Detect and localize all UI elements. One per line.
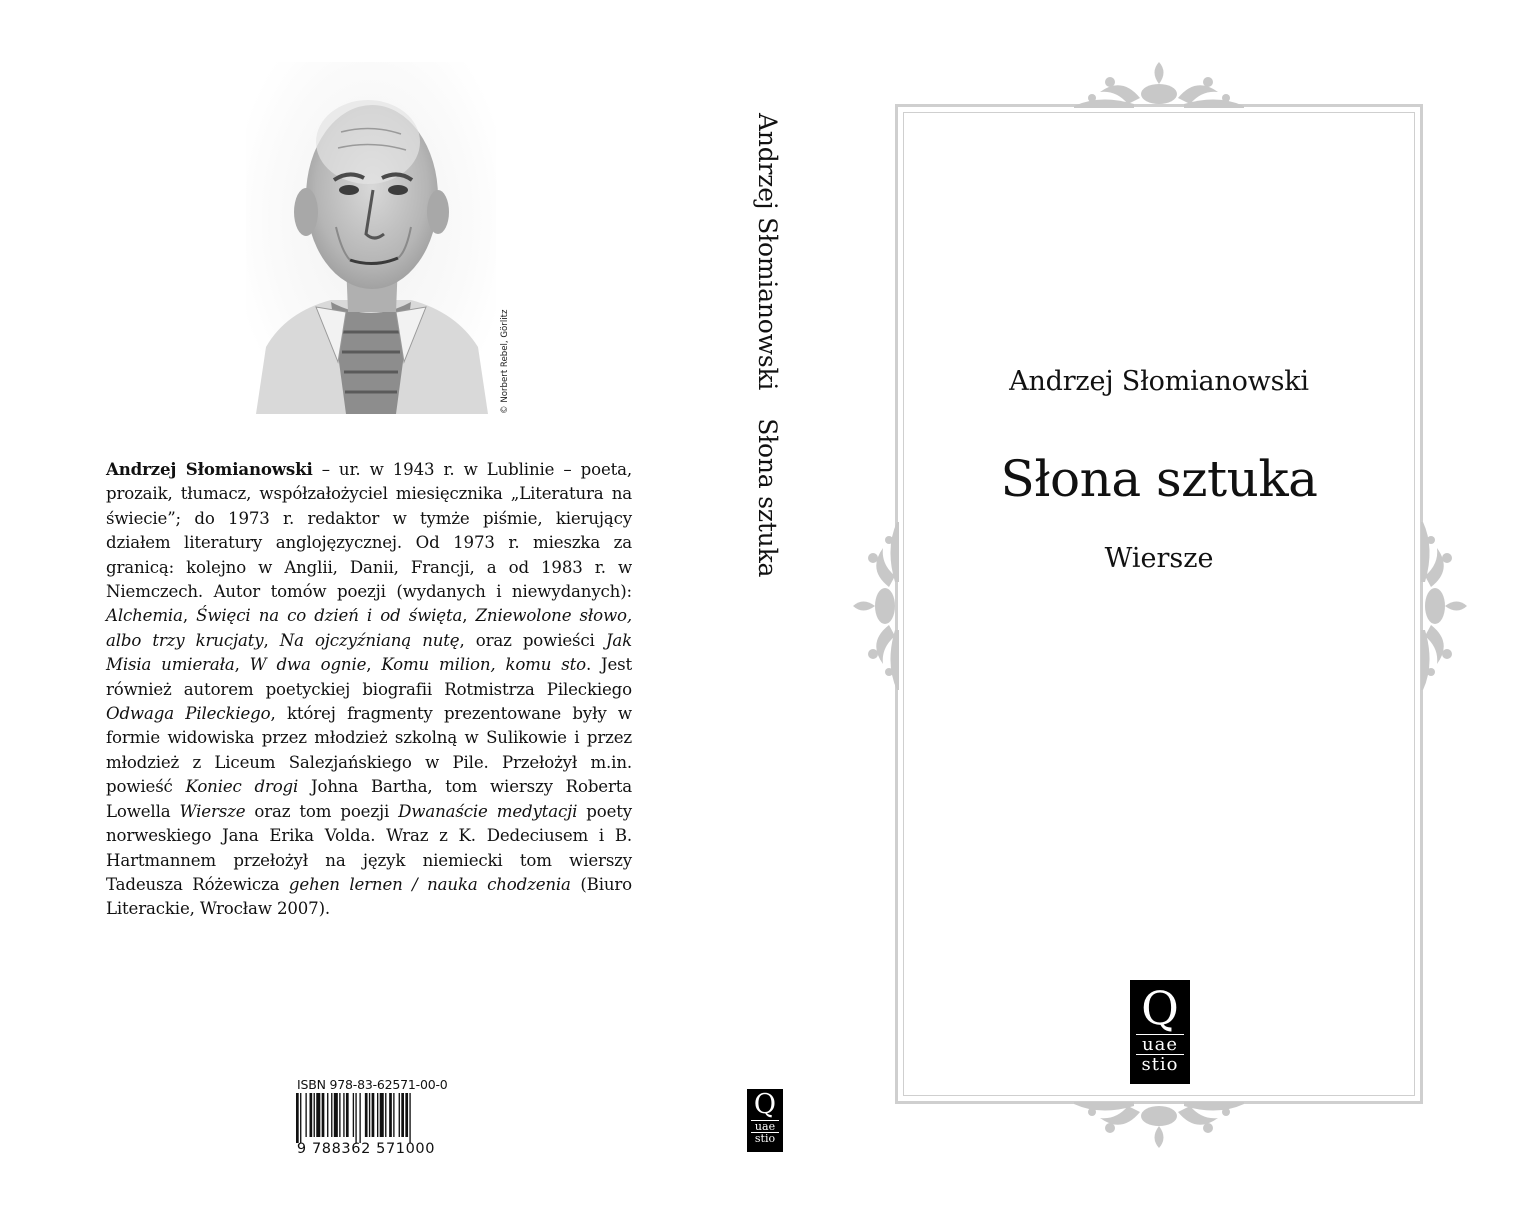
bio-book-title: Alchemia — [106, 606, 183, 626]
bio-text: , której fragmenty prezentowane były w formie widowiska przez młodzież szkolną w Sulikowie i przez młodzież z Liceum Salezjańskiego w Pile. Przełożył m.in. powieść — [106, 704, 632, 797]
front-title: Słona sztuka — [1000, 450, 1318, 508]
front-logo-line2: stio — [1136, 1054, 1184, 1074]
bio-text: , — [462, 606, 476, 626]
front-logo-letter: Q — [1141, 981, 1179, 1035]
barcode-bar — [334, 1093, 338, 1137]
bio-book-title: Jak Misia umierała — [106, 630, 632, 675]
bio-text: , oraz powieści — [459, 630, 606, 650]
bio-text: . Jest również autorem poetyckiej biografii Rotmistrza Pileckiego — [106, 655, 633, 699]
author-biography — [106, 457, 632, 922]
barcode-bar — [346, 1093, 349, 1137]
bio-book-title: gehen lernen / nauka chodzenia — [288, 874, 571, 894]
spine-title: Słona sztuka — [753, 418, 782, 578]
barcode-bar — [399, 1093, 400, 1137]
front-logo-line1: uae — [1136, 1034, 1184, 1054]
bio-book-title: Wiersze — [179, 801, 246, 821]
bio-text: , — [366, 655, 382, 675]
spine-logo-line1: uae — [751, 1120, 779, 1132]
barcode-bar — [372, 1093, 375, 1137]
isbn-barcode — [282, 1093, 450, 1155]
spine-author: Andrzej Słomianowski — [753, 113, 782, 391]
barcode-bar — [353, 1093, 354, 1137]
ornament-top-icon — [1070, 58, 1248, 112]
bio-text: , — [182, 606, 197, 626]
spine-logo-letter: Q — [753, 1089, 777, 1120]
bio-text: , — [263, 630, 280, 650]
barcode-bar — [296, 1093, 299, 1143]
barcode-bar — [331, 1093, 332, 1137]
barcode-bar — [343, 1093, 344, 1137]
barcode-bar — [365, 1093, 368, 1137]
bio-text: – ur. w 1943 r. w Lublinie – poeta, prozaik, tłumacz, współzałożyciel miesięcznika „Literatura na świecie”; do 1973 r. redaktor w tymże piśmie, kierujący działem literatury anglojęzycznej. Od 1973 r. mieszka za granicą: kolejno w Anglii, Danii, Francji, a od 1983 r. w Niemczech. Autor tomów poezji (wydanych i niewydanych): — [106, 460, 632, 602]
barcode-bar — [310, 1093, 313, 1137]
barcode-bar — [359, 1093, 360, 1143]
bio-book-title: Święci na co dzień i od święta — [196, 606, 463, 626]
barcode-bar — [322, 1093, 325, 1137]
bio-text: poety norweskiego Jana Erika Volda. Wraz z K. Dedeciusem i B. Hartmannem przełożył na język niemiecki tom wierszy Tadeusza Różewicza — [106, 801, 633, 894]
barcode-bar — [401, 1093, 404, 1137]
bio-book-title: Zniewolone słowo, albo trzy krucjaty — [106, 606, 632, 650]
barcode-bar — [380, 1093, 384, 1137]
barcode-bar — [385, 1093, 386, 1137]
barcode-bar — [409, 1093, 410, 1143]
bio-book-title: Na ojczyźnianą nutę — [279, 630, 460, 650]
cover-frame-inner — [903, 112, 1415, 1096]
barcode-bar — [355, 1093, 356, 1143]
barcode-digits: 9 788362 571000 — [296, 1141, 436, 1155]
barcode-bar — [393, 1093, 394, 1137]
bio-book-title: Komu milion, komu sto — [381, 655, 586, 675]
spine-publisher-logo — [747, 1089, 783, 1152]
spine-logo-line2: stio — [751, 1132, 779, 1144]
barcode-bar — [389, 1093, 392, 1137]
ornament-bottom-icon — [1070, 1098, 1248, 1152]
bio-text: Johna Bartha, tom wierszy Roberta Lowella — [106, 777, 633, 821]
bio-text: , — [234, 655, 250, 675]
portrait-credit: © Norbert Rebel, Görlitz — [500, 309, 510, 414]
author-portrait — [246, 62, 496, 414]
spine-text — [753, 113, 782, 577]
bio-text: (Biuro Literackie, Wrocław 2007). — [106, 874, 633, 919]
ornament-left-icon — [849, 518, 901, 694]
front-publisher-logo — [1130, 980, 1190, 1084]
front-subtitle: Wiersze — [1104, 543, 1214, 574]
ornament-right-icon — [1419, 518, 1471, 694]
barcode-bar — [327, 1093, 328, 1137]
barcode-bar — [300, 1093, 301, 1143]
bio-book-title: Odwaga Pileckiego — [106, 704, 271, 724]
barcode-bar — [305, 1093, 306, 1137]
bio-text: oraz tom poezji — [245, 801, 399, 821]
isbn-label: ISBN 978-83-62571-00-0 — [297, 1077, 448, 1092]
barcode-bar — [377, 1093, 378, 1137]
bio-author-name: Andrzej Słomianowski — [106, 459, 313, 479]
barcode-graphic — [282, 1093, 450, 1155]
bio-book-title: Koniec drogi — [185, 777, 299, 797]
barcode-bar — [316, 1093, 320, 1137]
barcode-bar — [314, 1093, 315, 1137]
barcode-bar — [369, 1093, 370, 1137]
barcode-bar — [339, 1093, 340, 1137]
barcode-bar — [405, 1093, 408, 1137]
portrait-sketch-image — [246, 62, 496, 414]
bio-book-title: Dwanaście medytacji — [398, 801, 578, 821]
bio-book-title: W dwa ognie — [249, 655, 367, 675]
front-author: Andrzej Słomianowski — [1009, 366, 1309, 397]
